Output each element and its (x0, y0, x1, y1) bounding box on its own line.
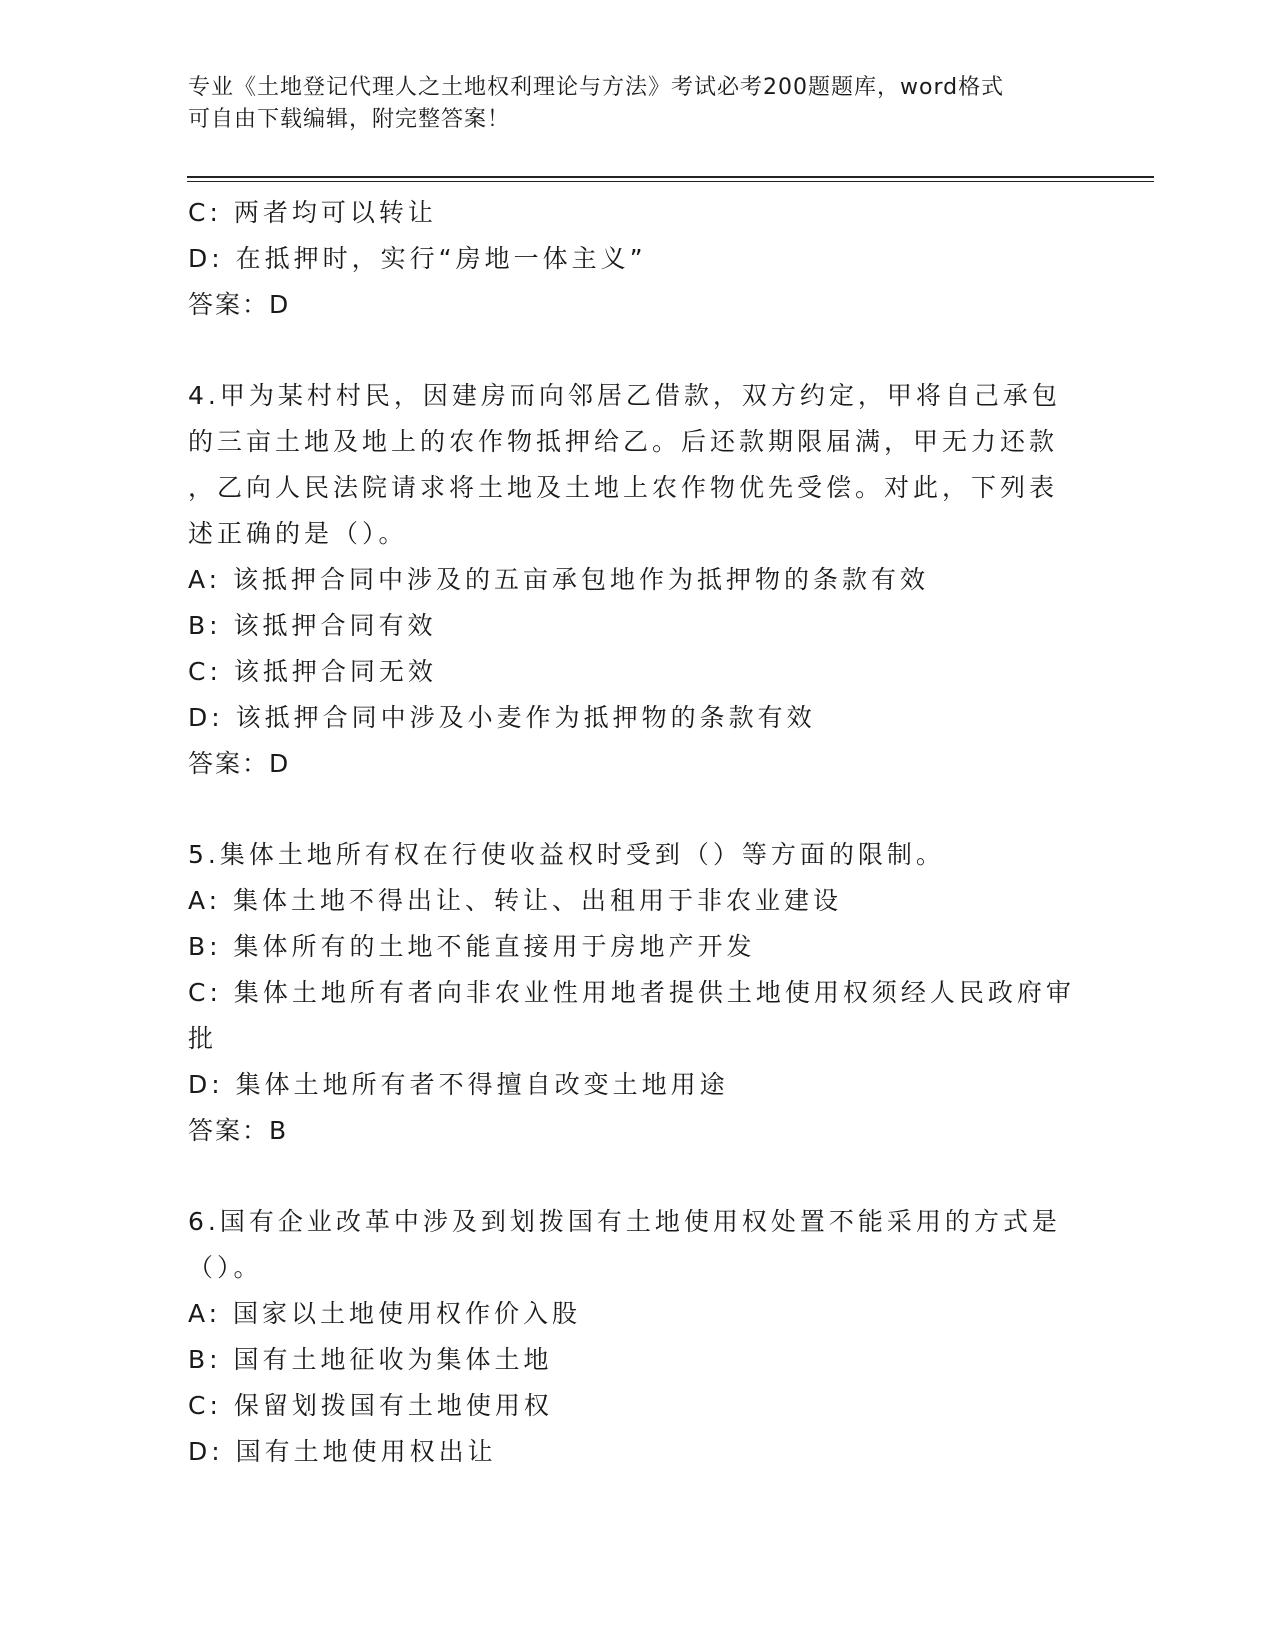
option-c: C: 集体土地所有者向非农业性用地者提供土地使用权须经人民政府审 (188, 978, 1075, 1007)
question-stem: 5.集体土地所有权在行使收益权时受到（）等方面的限制。 (188, 840, 945, 869)
option-c: 批 (188, 1024, 218, 1053)
option-c: C: 两者均可以转让 (188, 198, 437, 227)
answer-text: 答案：D (188, 290, 291, 319)
header-divider (187, 176, 1154, 178)
question-stem: 述正确的是（）。 (188, 519, 408, 548)
question-3-tail (188, 190, 1088, 328)
option-b: B: 国有土地征收为集体土地 (188, 1345, 553, 1374)
option-d: D: 在抵押时，实行“房地一体主义” (188, 244, 647, 273)
question-5 (188, 832, 1088, 1154)
option-d: D: 集体土地所有者不得擅自改变土地用途 (188, 1070, 729, 1099)
question-stem: 4.甲为某村村民，因建房而向邻居乙借款，双方约定，甲将自己承包 (188, 381, 1061, 410)
page-header (188, 72, 1088, 136)
spacer (188, 787, 1088, 832)
option-a: A: 该抵押合同中涉及的五亩承包地作为抵押物的条款有效 (188, 565, 930, 594)
option-d: D: 该抵押合同中涉及小麦作为抵押物的条款有效 (188, 703, 816, 732)
option-c: C: 保留划拨国有土地使用权 (188, 1391, 553, 1420)
option-d: D: 国有土地使用权出让 (188, 1437, 497, 1466)
question-6 (188, 1199, 1088, 1475)
question-stem: 6.国有企业改革中涉及到划拨国有土地使用权处置不能采用的方式是 (188, 1207, 1061, 1236)
header-line: 专业《土地登记代理人之土地权利理论与方法》考试必考200题题库，word格式 (188, 75, 1005, 100)
answer-text: 答案：B (188, 1116, 289, 1145)
option-a: A: 集体土地不得出让、转让、出租用于非农业建设 (188, 886, 843, 915)
question-stem: 的三亩土地及地上的农作物抵押给乙。后还款期限届满，甲无力还款 (188, 427, 1059, 456)
option-b: B: 集体所有的土地不能直接用于房地产开发 (188, 932, 756, 961)
answer-text: 答案：D (188, 749, 291, 778)
question-stem: ，乙向人民法院请求将土地及土地上农作物优先受偿。对此，下列表 (188, 473, 1059, 502)
header-line: 可自由下载编辑，附完整答案！ (188, 107, 511, 132)
option-b: B: 该抵押合同有效 (188, 611, 437, 640)
option-c: C: 该抵押合同无效 (188, 657, 437, 686)
spacer (188, 1154, 1088, 1199)
header-divider (187, 181, 1154, 182)
question-4 (188, 373, 1088, 787)
question-stem: （）。 (188, 1253, 263, 1282)
question-list (188, 190, 1088, 1475)
spacer (188, 328, 1088, 373)
option-a: A: 国家以土地使用权作价入股 (188, 1299, 582, 1328)
